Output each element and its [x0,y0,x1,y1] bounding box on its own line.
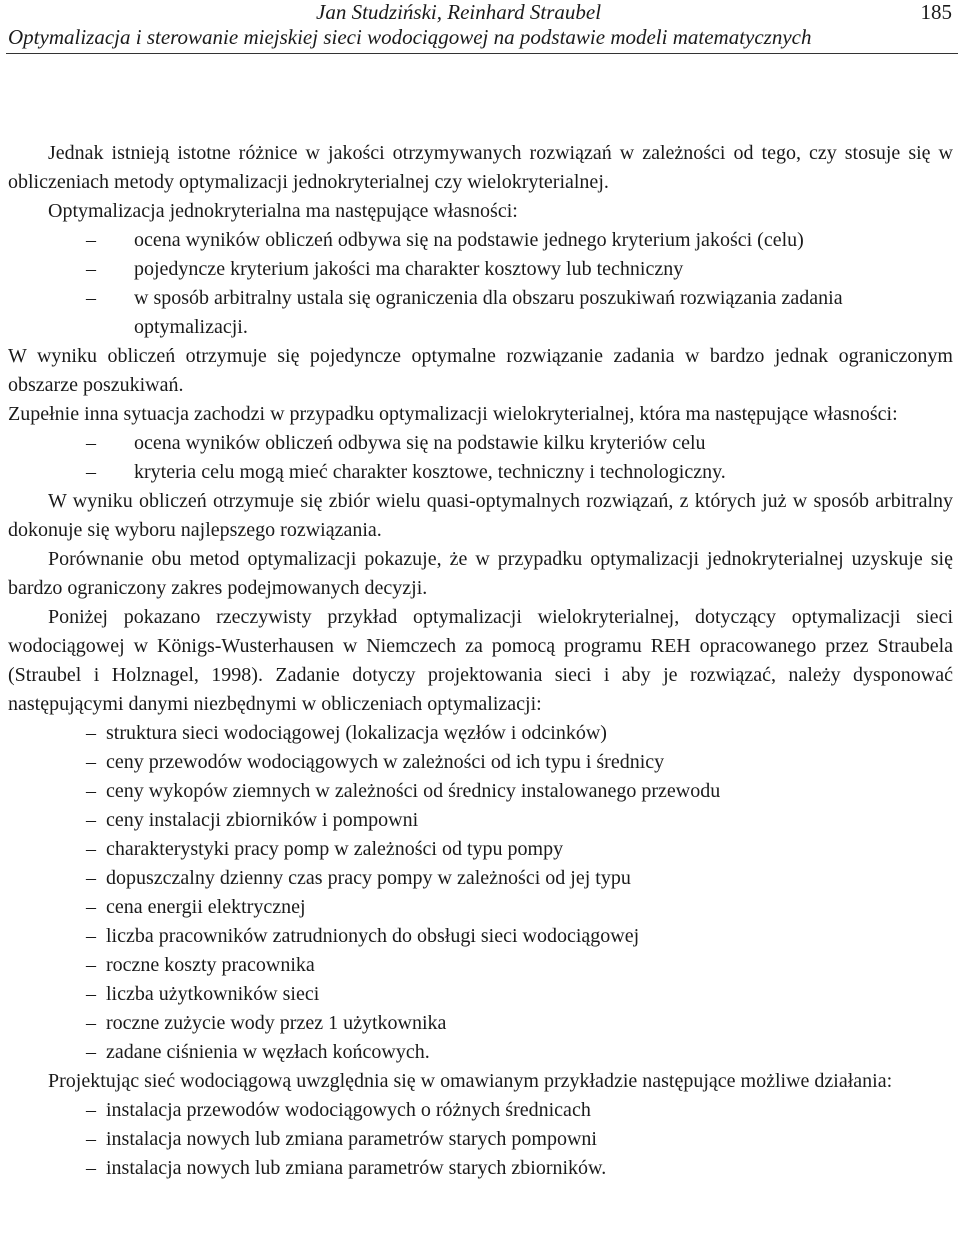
paragraph: W wyniku obliczeń otrzymuje się pojedyncze optymalne rozwiązanie zadania w bardzo jednak ograniczonym obszarze poszukiwań. [8,345,953,396]
dash-marker: – [86,809,96,831]
dash-marker: – [86,229,96,251]
paragraph: Projektując sieć wodociągową uwzględnia się w omawianym przykładzie następujące możliwe działania: [48,1070,893,1092]
dash-marker: – [86,258,96,280]
dash-marker: – [86,925,96,947]
running-title: Optymalizacja i sterowanie miejskiej sieci wodociągowej na podstawie modeli matematycznych [8,25,812,49]
paragraph: Porównanie obu metod optymalizacji pokazuje, że w przypadku optymalizacji jednokryterialnej uzyskuje się bardzo ograniczony zakres podejmowanych decyzji. [8,548,953,599]
list-single-criterion [8,226,953,342]
dash-marker: – [86,1128,96,1150]
list-item: – ceny wykopów ziemnych w zależności od średnicy instalowanego przewodu [8,777,953,806]
dash-marker: – [86,896,96,918]
list-item: – ocena wyników obliczeń odbywa się na podstawie kilku kryteriów celu [8,429,953,458]
dash-marker: – [86,1157,96,1179]
page-number: 185 [920,0,952,24]
list-item: – ceny przewodów wodociągowych w zależności od ich typu i średnicy [8,748,953,777]
list-item: – instalacja nowych lub zmiana parametrów starych zbiorników. [8,1154,953,1183]
dash-marker: – [86,1041,96,1063]
paragraph: Jednak istnieją istotne różnice w jakości otrzymywanych rozwiązań w zależności od tego, czy stosuje się w obliczeniach metody optymalizacji jednokryterialnej czy wielokryterialnej. [8,142,953,193]
list-multi-criterion [8,429,953,487]
list-item: – ceny instalacji zbiorników i pompowni [8,806,953,835]
dash-marker: – [86,287,96,309]
list-item: – pojedyncze kryterium jakości ma charakter kosztowy lub techniczny [8,255,953,284]
list-item: – cena energii elektrycznej [8,893,953,922]
dash-marker: – [86,867,96,889]
dash-marker: – [86,432,96,454]
list-item: – liczba pracowników zatrudnionych do obsługi sieci wodociągowej [8,922,953,951]
dash-marker: – [86,751,96,773]
paragraph: Zupełnie inna sytuacja zachodzi w przypadku optymalizacji wielokryterialnej, która ma następujące własności: [8,403,898,425]
list-item: – charakterystyki pracy pomp w zależności od typu pompy [8,835,953,864]
dash-marker: – [86,983,96,1005]
header-rule [6,53,958,54]
list-item: – w sposób arbitralny ustala się ograniczenia dla obszaru poszukiwań rozwiązania zadania optymalizacji. [8,284,953,342]
list-item: – kryteria celu mogą mieć charakter kosztowe, techniczny i technologiczny. [8,458,953,487]
dash-marker: – [86,1099,96,1121]
dash-marker: – [86,954,96,976]
list-item: – ocena wyników obliczeń odbywa się na podstawie jednego kryterium jakości (celu) [8,226,953,255]
list-item: – dopuszczalny dzienny czas pracy pompy w zależności od jej typu [8,864,953,893]
dash-marker: – [86,722,96,744]
dash-marker: – [86,780,96,802]
dash-marker: – [86,838,96,860]
list-item: – instalacja przewodów wodociągowych o różnych średnicach [8,1096,953,1125]
list-item: – roczne koszty pracownika [8,951,953,980]
header-authors: Jan Studziński, Reinhard Straubel [316,0,602,24]
dash-marker: – [86,461,96,483]
paragraph: Poniżej pokazano rzeczywisty przykład optymalizacji wielokryterialnej, dotyczący optymalizacji sieci wodociągowej w Königs-Wusterhausen w Niemczech za pomocą programu REH opracowanego przez Straubela (Straubel i Holznagel, 1998). Zadanie dotyczy projektowania sieci i aby je rozwiązać, należy dysponować następującymi danymi niezbędnymi w obliczeniach optymalizacji: [8,606,953,715]
page-header [0,0,960,56]
list-design-actions [8,1096,953,1183]
page-body [8,139,953,1183]
list-item: – instalacja nowych lub zmiana parametrów starych pompowni [8,1125,953,1154]
paragraph: Optymalizacja jednokryterialna ma następujące własności: [48,200,518,222]
list-item: – roczne zużycie wody przez 1 użytkownika [8,1009,953,1038]
list-item: – liczba użytkowników sieci [8,980,953,1009]
paragraph: W wyniku obliczeń otrzymuje się zbiór wielu quasi-optymalnych rozwiązań, z których już w sposób arbitralny dokonuje się wyboru najlepszego rozwiązania. [8,490,953,541]
list-input-data [8,719,953,1067]
list-item: – struktura sieci wodociągowej (lokalizacja węzłów i odcinków) [8,719,953,748]
list-item: – zadane ciśnienia w węzłach końcowych. [8,1038,953,1067]
dash-marker: – [86,1012,96,1034]
